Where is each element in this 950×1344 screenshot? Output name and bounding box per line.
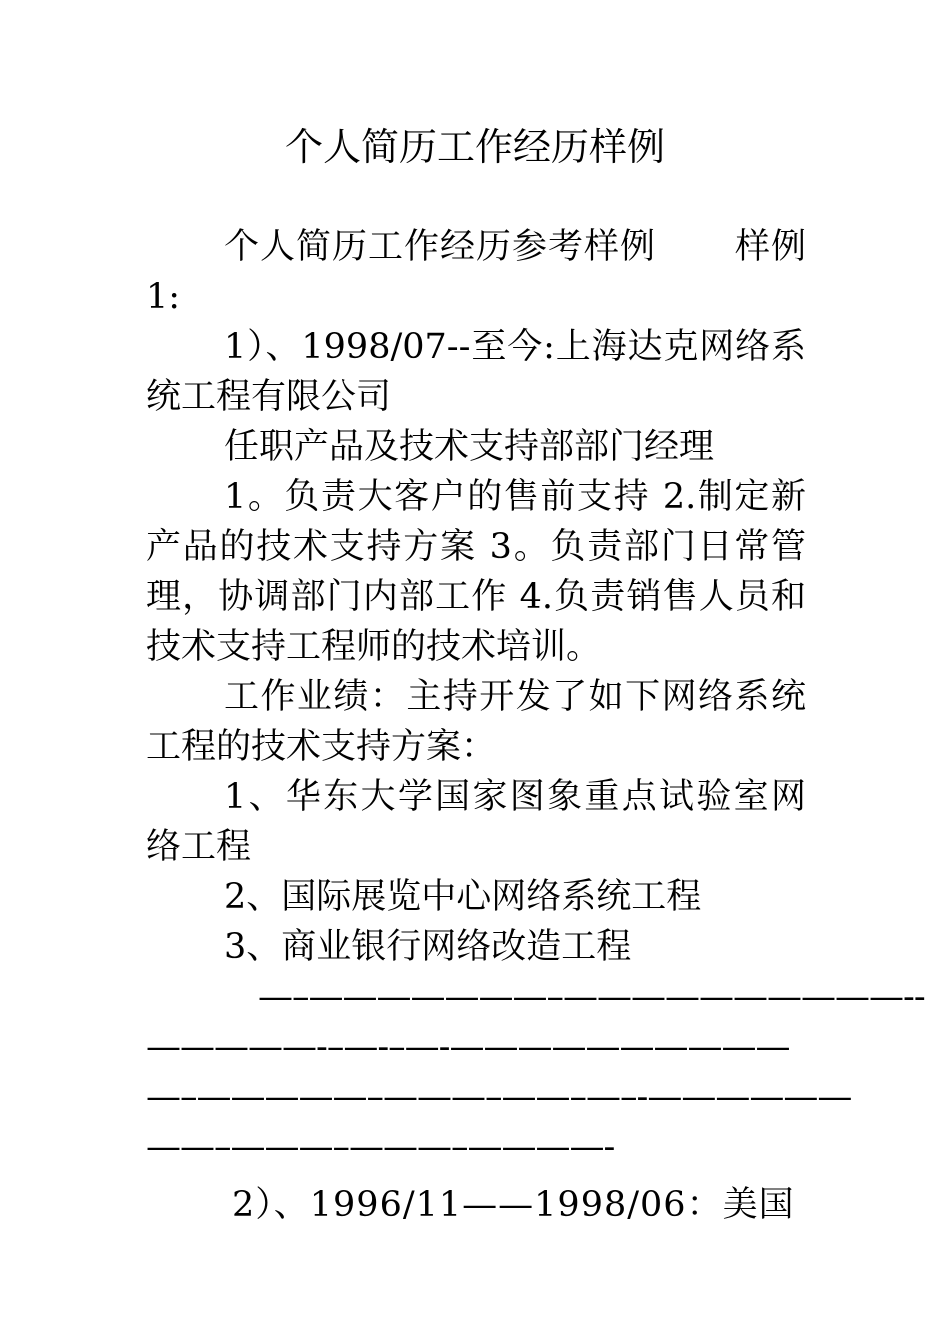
intro-paragraph (146, 222, 806, 322)
job2-header: 2）、1996/11——1998/06：美国 (232, 1185, 795, 1225)
project-item: 2、国际展览中心网络系统工程 (224, 877, 702, 917)
document-body (146, 222, 925, 1230)
separator-line: —–—————–———–——–—–-—————— (146, 1077, 852, 1117)
job1-achievement: 工作业绩：主持开发了如下网络系统工程的技术支持方案： (146, 677, 806, 767)
separator-line: —————-–—-–—-—————————— (146, 1027, 790, 1067)
intro-text: 个人简历工作经历参考样例 (224, 227, 656, 267)
intro-example-label: 样例1: (146, 227, 806, 317)
document-title: 个人简历工作经历样例 (284, 125, 665, 169)
job1-header: 1）、1998/07--至今:上海达克网络系统工程有限公司 (146, 327, 806, 417)
project-item: 1、华东大学国家图象重点试验室网络工程 (146, 777, 806, 867)
separator-line: ——–———–———–————- (146, 1127, 615, 1167)
job1-position: 任职产品及技术支持部部门经理 (224, 427, 715, 467)
separator-line: —–———————–——————————-- (258, 977, 925, 1017)
project-item: 3、商业银行网络改造工程 (224, 927, 632, 967)
job1-duties: 1。负责大客户的售前支持 2.制定新产品的技术支持方案 3。负责部门日常管理，协调部门内部工作 4.负责销售人员和技术支持工程师的技术培训。 (146, 477, 806, 667)
